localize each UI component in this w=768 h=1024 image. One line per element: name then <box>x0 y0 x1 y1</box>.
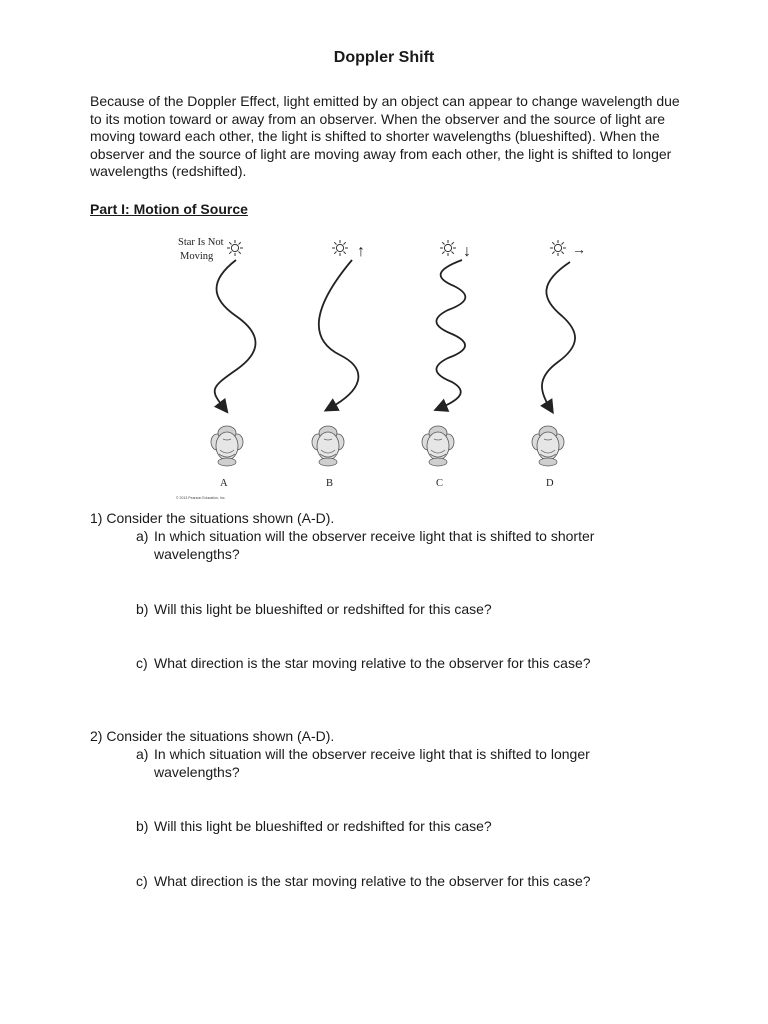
arrow-down-icon: ↓ <box>463 243 471 260</box>
question-2c-text: What direction is the star moving relative to the observer for this case? <box>154 873 591 889</box>
question-2a-text: In which situation will the observer receive light that is shifted to longer wavelengths? <box>154 746 590 780</box>
panel-label-c: C <box>436 478 444 489</box>
question-2c <box>136 872 636 890</box>
question-1c-text: What direction is the star moving relative to the observer for this case? <box>154 655 591 671</box>
question-1a-label: a) <box>136 528 149 544</box>
page-title: Doppler Shift <box>333 49 435 66</box>
intro-paragraph: Because of the Doppler Effect, light emitted by an object can appear to change wavelength due to its motion toward or away from an observer. When the observer and the source of light are moving toward each other, the light is shifted to shorter wavelengths (blueshifted). When the observer and the source of light are moving away from each other, the light is shifted to longer wavelengths (redshifted). <box>90 93 680 180</box>
panel-label-d: D <box>546 478 554 489</box>
star-not-moving-label-1: Star Is Not <box>178 237 224 248</box>
arrow-up-icon: ↑ <box>357 243 365 260</box>
star-icon <box>332 240 348 256</box>
light-wave-a <box>215 260 256 408</box>
question-2b <box>136 817 636 835</box>
panel-a <box>176 237 256 500</box>
star-not-moving-label-2: Moving <box>180 251 214 262</box>
panel-label-b: B <box>326 478 334 489</box>
question-2c-label: c) <box>136 873 148 889</box>
observer-icon <box>532 426 564 466</box>
question-2a-label: a) <box>136 746 149 762</box>
light-wave-c <box>436 260 465 408</box>
star-icon <box>227 240 243 256</box>
question-1c <box>136 654 636 672</box>
question-1b-text: Will this light be blueshifted or redshifted for this case? <box>154 601 492 617</box>
question-1-stem: 1) Consider the situations shown (A-D). <box>90 510 335 526</box>
question-1b <box>136 600 636 618</box>
light-wave-b <box>319 260 359 408</box>
arrow-right-icon: → <box>572 241 586 257</box>
doppler-figure <box>170 230 590 505</box>
question-1b-label: b) <box>136 601 149 617</box>
panel-c <box>422 240 471 489</box>
copyright: © 2013 Pearson Education, Inc. <box>176 496 226 500</box>
light-wave-d <box>542 262 575 408</box>
observer-icon <box>422 426 454 466</box>
question-2-stem: 2) Consider the situations shown (A-D). <box>90 728 335 744</box>
question-1a <box>136 527 636 563</box>
panel-b <box>312 240 365 489</box>
question-2b-label: b) <box>136 818 149 834</box>
question-1a-text: In which situation will the observer receive light that is shifted to shorter wavelengths? <box>154 528 595 562</box>
question-2b-text: Will this light be blueshifted or redshifted for this case? <box>154 818 492 834</box>
star-icon <box>440 240 456 256</box>
question-1c-label: c) <box>136 655 148 671</box>
part1-heading: Part I: Motion of Source <box>90 201 248 217</box>
observer-icon <box>312 426 344 466</box>
observer-icon <box>211 426 243 466</box>
star-icon <box>550 240 566 256</box>
question-2a <box>136 745 636 781</box>
panel-label-a: A <box>220 478 228 489</box>
panel-d <box>532 240 586 489</box>
